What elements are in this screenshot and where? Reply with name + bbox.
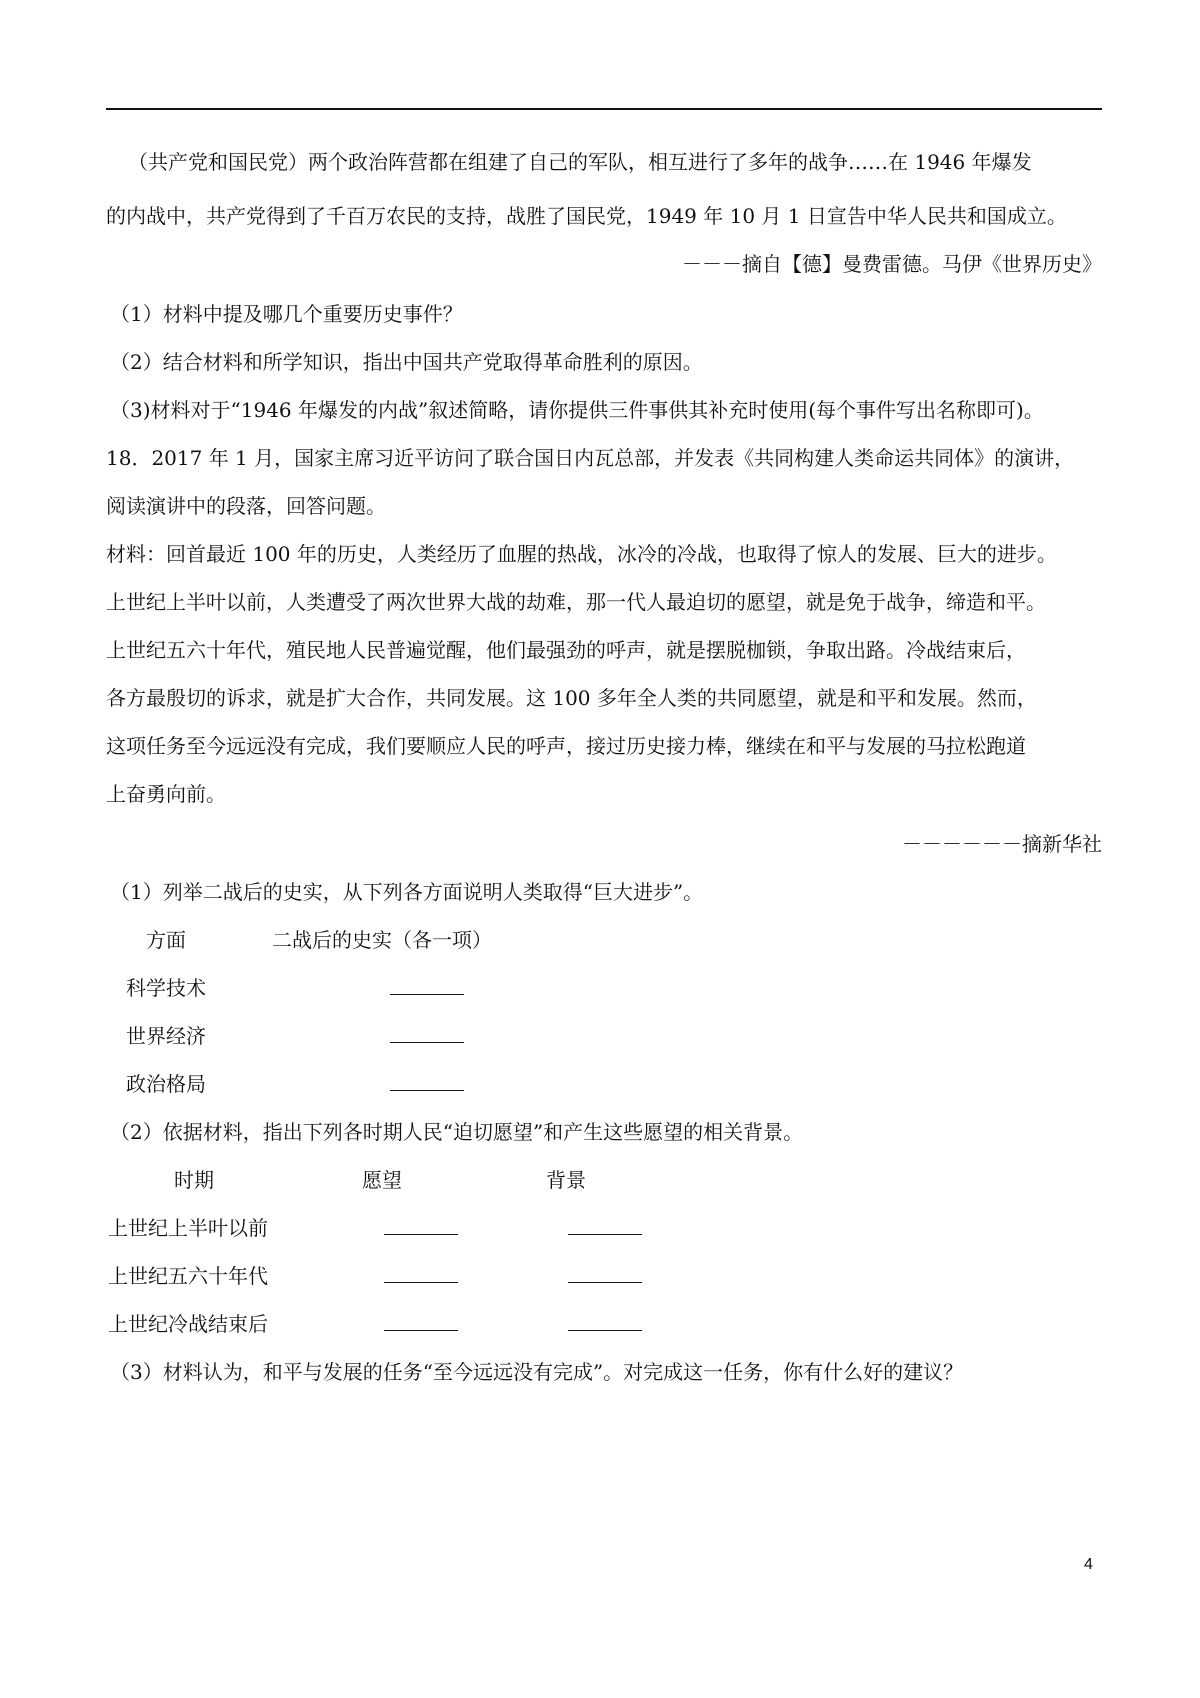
answer-blank[interactable] [568,1282,642,1283]
q18-material-line: 上奋勇向前。 [106,782,226,806]
q18-source: －－－－－－摘新华社 [902,832,1102,856]
table1-header-aspect: 方面 [146,928,186,952]
answer-blank[interactable] [384,1234,458,1235]
answer-blank[interactable] [390,994,464,995]
answer-blank[interactable] [568,1330,642,1331]
q18-intro-line1: 18．2017 年 1 月，国家主席习近平访问了联合国日内瓦总部，并发表《共同构建人类命运共同体》的演讲， [106,446,1075,470]
q18-material-line: 材料：回首最近 100 年的历史，人类经历了血腥的热战，冰冷的冷战，也取得了惊人的发展、巨大的进步。 [106,542,1057,566]
q18-sub3-question: （3）材料认为，和平与发展的任务“至今远远没有完成”。对完成这一任务，你有什么好的建议？ [110,1360,964,1384]
q18-intro-line2: 阅读演讲中的段落，回答问题。 [106,494,386,518]
answer-blank[interactable] [568,1234,642,1235]
passage1-line1: （共产党和国民党）两个政治阵营都在组建了自己的军队，相互进行了多年的战争……在 1946 年爆发 [128,150,1032,174]
q17-sub3: （3)材料对于“1946 年爆发的内战”叙述简略，请你提供三件事供其补充时使用(每个事件写出名称即可)。 [110,398,1044,422]
table1-row-label: 世界经济 [126,1024,206,1048]
answer-blank[interactable] [390,1042,464,1043]
q18-material-line: 上世纪五六十年代，殖民地人民普遍觉醒，他们最强劲的呼声，就是摆脱枷锁，争取出路。冷战结束后， [106,638,1026,662]
passage1-source: －－－摘自【德】曼费雷德。马伊《世界历史》 [682,252,1102,276]
answer-blank[interactable] [384,1282,458,1283]
table1-row-label: 科学技术 [126,976,206,1000]
table1-row-label: 政治格局 [126,1072,206,1096]
q18-sub2-question: （2）依据材料，指出下列各时期人民“迫切愿望”和产生这些愿望的相关背景。 [110,1120,804,1144]
q17-sub2: （2）结合材料和所学知识，指出中国共产党取得革命胜利的原因。 [110,350,703,374]
passage1-line2: 的内战中，共产党得到了千百万农民的支持，战胜了国民党，1949 年 10 月 1 日宣告中华人民共和国成立。 [106,204,1067,228]
answer-blank[interactable] [384,1330,458,1331]
q18-material-line: 上世纪上半叶以前，人类遭受了两次世界大战的劫难，那一代人最迫切的愿望，就是免于战争，缔造和平。 [106,590,1046,614]
table2-header-wish: 愿望 [362,1168,402,1192]
header-rule [106,108,1102,110]
table1-header-fact: 二战后的史实（各一项） [272,928,492,952]
table2-header-period: 时期 [174,1168,214,1192]
table2-row-label: 上世纪冷战结束后 [108,1312,268,1336]
answer-blank[interactable] [390,1090,464,1091]
q18-material-line: 各方最殷切的诉求，就是扩大合作，共同发展。这 100 多年全人类的共同愿望，就是和平和发展。然而， [106,686,1037,710]
q18-material-line: 这项任务至今远远没有完成，我们要顺应人民的呼声，接过历史接力棒，继续在和平与发展的马拉松跑道 [106,734,1026,758]
table2-row-label: 上世纪上半叶以前 [108,1216,268,1240]
q17-sub1: （1）材料中提及哪几个重要历史事件？ [110,302,463,326]
table2-row-label: 上世纪五六十年代 [108,1264,268,1288]
page-number: 4 [1084,1556,1093,1573]
table2-header-background: 背景 [546,1168,586,1192]
q18-sub1-question: （1）列举二战后的史实，从下列各方面说明人类取得“巨大进步”。 [110,880,704,904]
